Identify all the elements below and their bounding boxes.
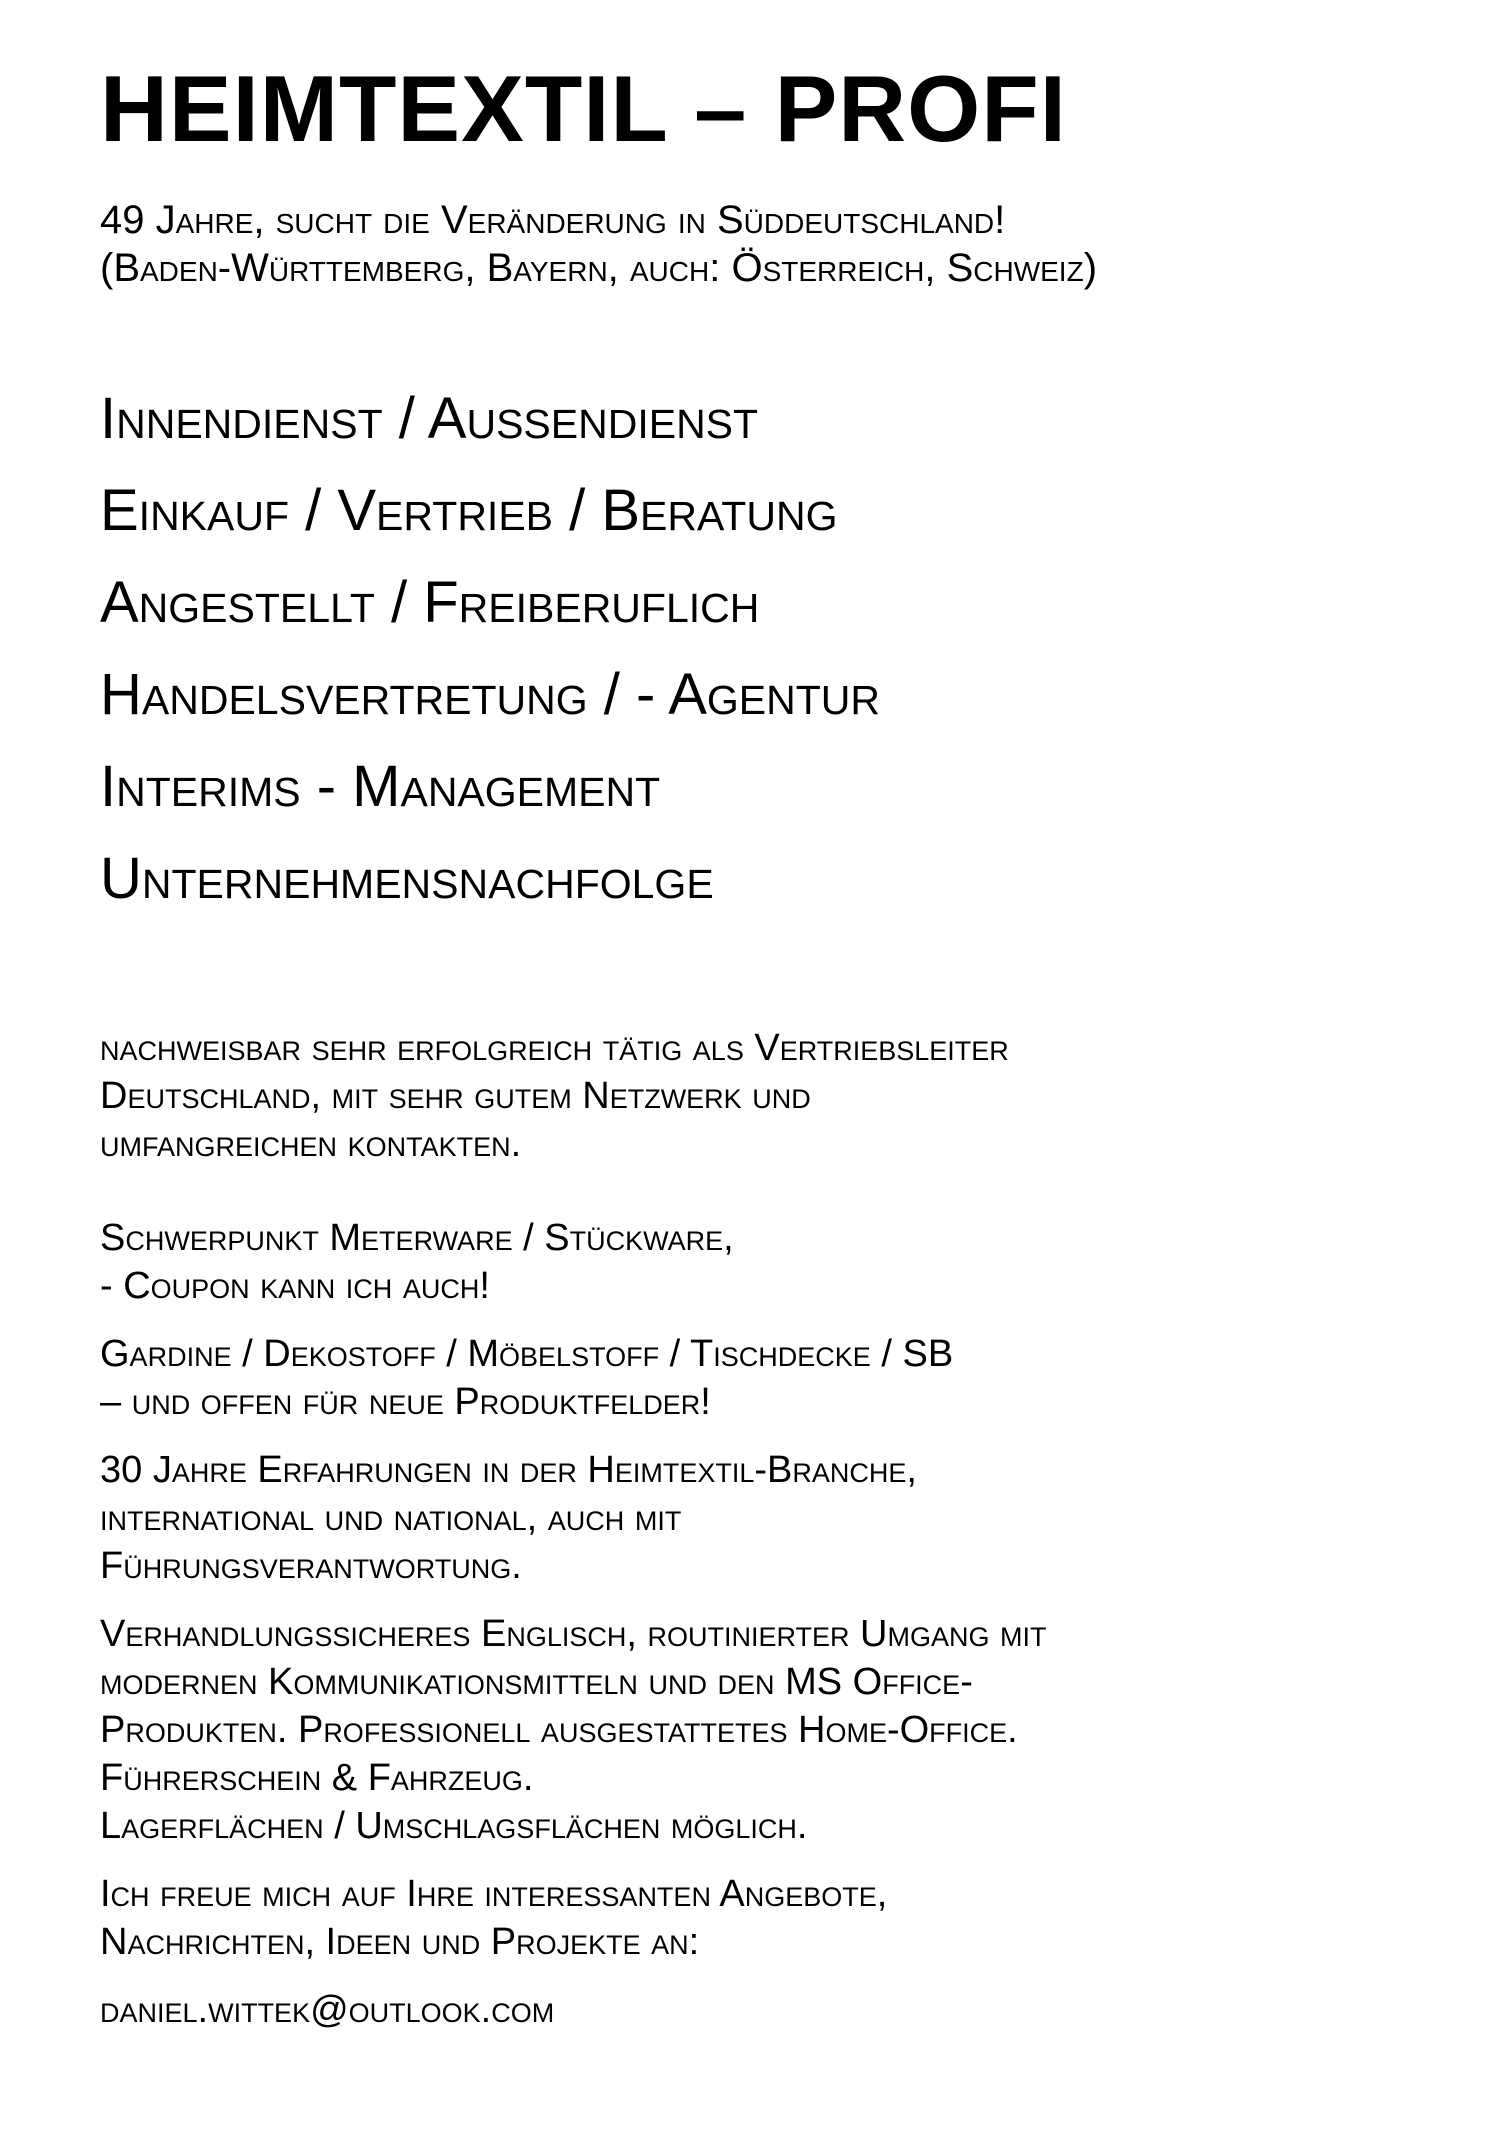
paragraph-line: modernen Kommunikationsmitteln und den MS Office-: [100, 1661, 973, 1703]
paragraph-line: Führungsverantwortung.: [100, 1545, 522, 1587]
paragraph-line: nachweisbar sehr erfolgreich tätig als Vertriebsleiter: [100, 1027, 1009, 1069]
paragraph-line: Produkten. Professionell ausgestattetes Home-Office.: [100, 1709, 1018, 1751]
paragraph-line: – und offen für neue Produktfelder!: [100, 1381, 711, 1423]
paragraph-line: Verhandlungssicheres Englisch, routinierter Umgang mit: [100, 1613, 1047, 1655]
offer-line-3: Angestellt / Freiberuflich: [100, 570, 760, 635]
paragraph-line: Führerschein & Fahrzeug.: [100, 1757, 534, 1799]
paragraph-line: Nachrichten, Ideen und Projekte an:: [100, 1921, 700, 1963]
offer-line-2: Einkauf / Vertrieb / Beratung: [100, 478, 838, 543]
offer-line-1: Innendienst / Aussendienst: [100, 386, 759, 451]
offer-line-4: Handelsvertretung / - Agentur: [100, 662, 881, 727]
paragraph-line: Deutschland, mit sehr gutem Netzwerk und: [100, 1075, 811, 1117]
page-title: HEIMTEXTIL – PROFI: [100, 56, 1067, 161]
contact-email: daniel.wittek@outlook.com: [100, 1989, 555, 2031]
paragraph-line: umfangreichen kontakten.: [100, 1123, 522, 1165]
paragraph-line: Schwerpunkt Meterware / Stückware,: [100, 1217, 734, 1259]
paragraph-line: international und national, auch mit: [100, 1497, 682, 1539]
offer-line-6: Unternehmensnachfolge: [100, 846, 714, 911]
subtitle-line-1: 49 Jahre, sucht die Veränderung in Süddeutschland!: [100, 198, 1006, 242]
paragraph-line: Lagerflächen / Umschlagsflächen möglich.: [100, 1805, 808, 1847]
paragraph-line: Ich freue mich auf Ihre interessanten Angebote,: [100, 1873, 888, 1915]
subtitle-line-2: (Baden-Württemberg, Bayern, auch: Österreich, Schweiz): [100, 246, 1098, 290]
paragraph-line: Gardine / Dekostoff / Möbelstoff / Tischdecke / SB: [100, 1333, 954, 1375]
offer-line-5: Interims - Management: [100, 754, 661, 819]
paragraph-line: 30 Jahre Erfahrungen in der Heimtextil-Branche,: [100, 1449, 917, 1491]
paragraph-line: - Coupon kann ich auch!: [100, 1265, 490, 1307]
